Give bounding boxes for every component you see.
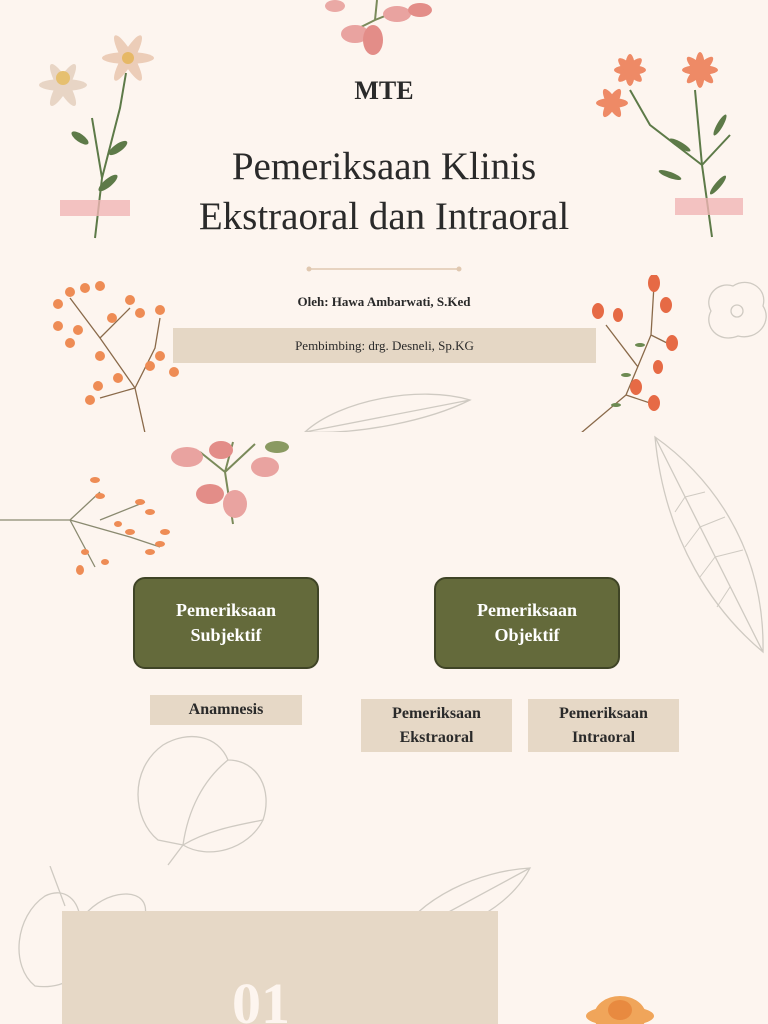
objective-exam-node: Pemeriksaan Objektif (434, 577, 620, 669)
intraoral-exam-node: Pemeriksaan Intraoral (528, 699, 679, 752)
title-slide (0, 0, 768, 432)
section-number: 01 (232, 971, 290, 1024)
mentor-banner: Pembimbing: drg. Desneli, Sp.KG (173, 328, 596, 363)
orange-sprig-icon-right (576, 275, 686, 432)
orange-flower-icon-3 (580, 986, 660, 1024)
title-line-1: Pemeriksaan Klinis (231, 145, 537, 188)
pink-flower-icon-2 (165, 432, 295, 527)
page-title (0, 142, 768, 242)
event-label: MTE (354, 76, 414, 105)
orange-sprig-icon-2 (0, 472, 175, 582)
diagram-slide (0, 432, 768, 866)
title-divider (306, 266, 462, 272)
sketch-flower-icon (703, 276, 768, 346)
sketch-flower-icon-2 (128, 730, 273, 866)
sketch-leaf-icon (300, 390, 475, 432)
extraoral-exam-node: Pemeriksaan Ekstraoral (361, 699, 512, 752)
author-label: Oleh: Hawa Ambarwati, S.Ked (297, 294, 471, 309)
sketch-leaf-icon-2 (645, 432, 768, 657)
pink-flower-icon (315, 0, 440, 60)
title-line-2: Ekstraoral dan Intraoral (198, 195, 570, 238)
subjective-exam-node: Pemeriksaan Subjektif (133, 577, 319, 669)
section-slide (0, 866, 768, 1024)
anamnesis-node: Anamnesis (150, 695, 302, 725)
orange-sprig-icon (40, 278, 185, 432)
